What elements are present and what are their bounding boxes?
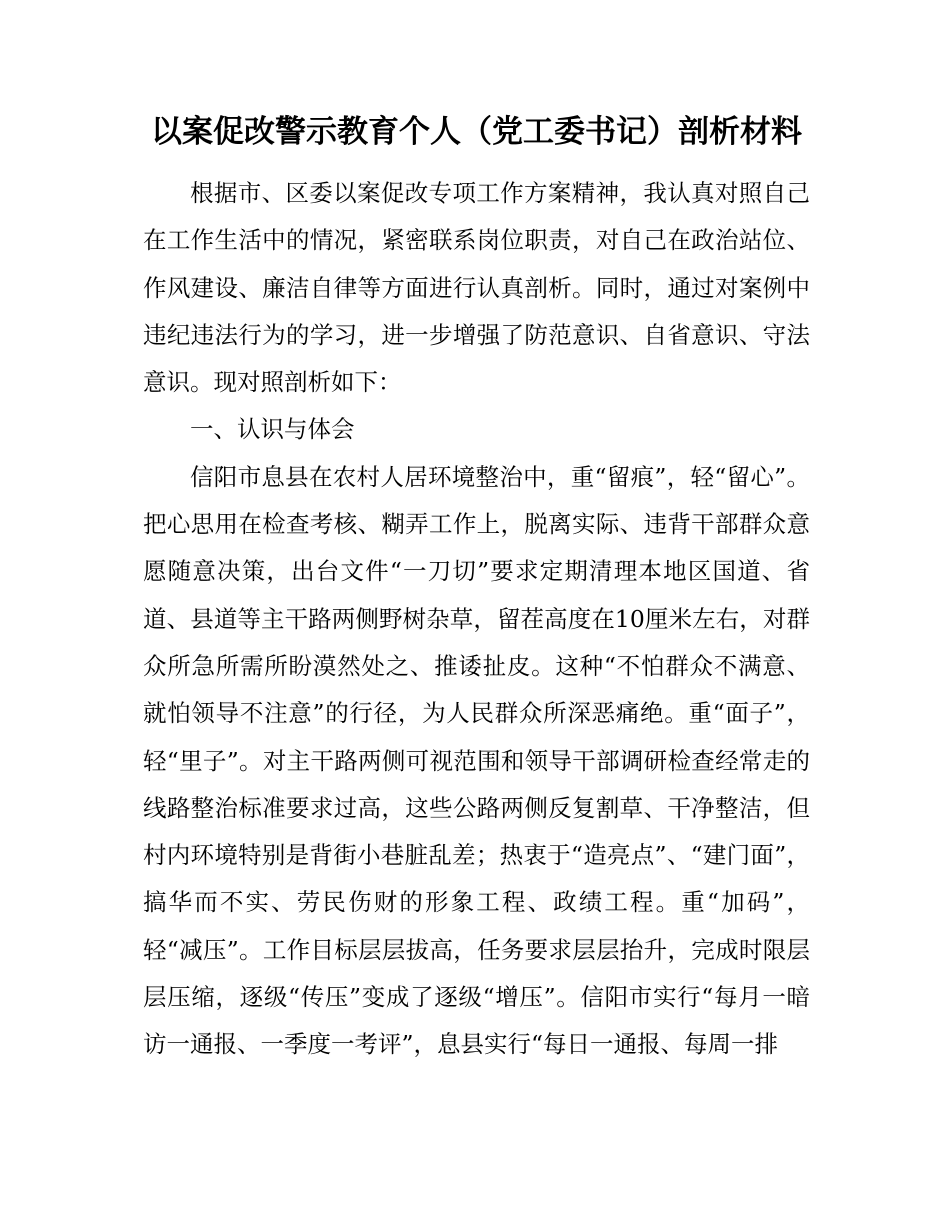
document-title: 以案促改警示教育个人（党工委书记）剖析材料 [151, 114, 802, 150]
intro-paragraph: 根据市、区委以案促改专项工作方案精神，我认真对照自己在工作生活中的情况，紧密联系岗位职责，对自己在政治站位、作风建设、廉洁自律等方面进行认真剖析。同时，通过对案例中违纪违法行为的学习，进一步增强了防范意识、自省意识、守法意识。现对照剖析如下： [143, 179, 810, 397]
document-body [143, 170, 810, 1069]
section-paragraph: 信阳市息县在农村人居环境整治中，重“留痕”，轻“留心”。把心思用在检查考核、糊弄工作上，脱离实际、违背干部群众意愿随意决策，出台文件“一刀切”要求定期清理本地区国道、省道、县道等主干路两侧野树杂草，留茬高度在10厘米左右，对群众所急所需所盼漠然处之、推诿扯皮。这种“不怕群众不满意、就怕领导不注意”的行径，为人民群众所深恶痛绝。重“面子”，轻“里子”。对主干路两侧可视范围和领导干部调研检查经常走的线路整治标准要求过高，这些公路两侧反复割草、干净整洁，但村内环境特别是背街小巷脏乱差；热衷于“造亮点”、“建门面”，搞华而不实、劳民伤财的形象工程、政绩工程。重“加码”，轻“减压”。工作目标层层拔高，任务要求层层抬升，完成时限层层压缩，逐级“传压”变成了逐级“增压”。信阳市实行“每月一暗访一通报、一季度一考评”，息县实行“每日一通报、每周一排 [143, 462, 810, 1059]
section-heading: 一、认识与体会 [190, 415, 355, 444]
